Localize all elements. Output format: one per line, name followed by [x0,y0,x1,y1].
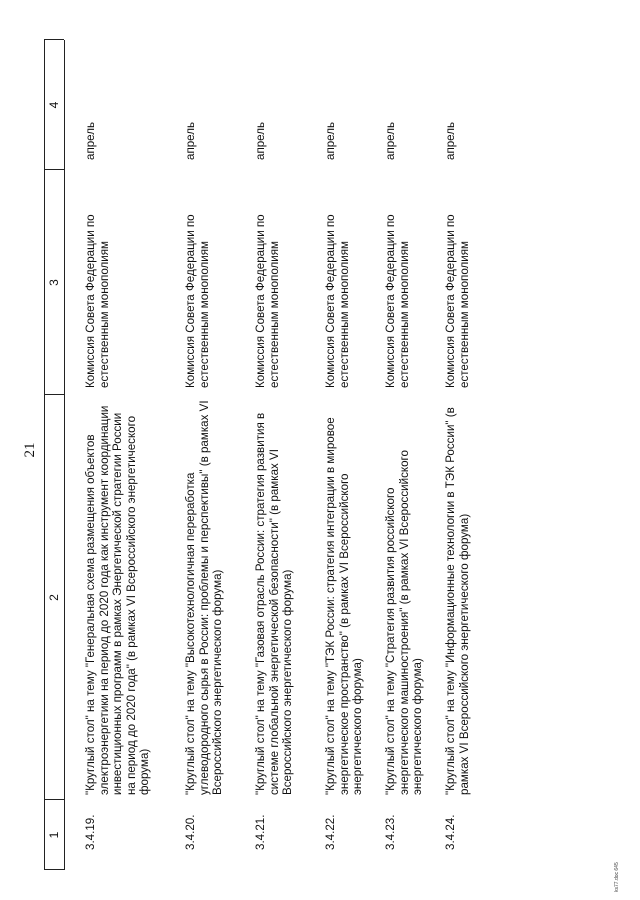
row-id: 3.4.19. [84,814,97,850]
row-date: апрель [254,121,267,160]
row-date: апрель [184,121,197,160]
column-number: 2 [47,594,61,601]
row-responsible: Комиссия Совета Федерации по естественным монополиям [84,214,111,388]
row-event: "Круглый стол" на тему "Генеральная схема размещения объектов электроэнергетики на период до 2020 года как инструмент координации инвестиционных программ в рамках Энергетической стратегии России на период до 2020 года" (в рамках VI Всероссийского энергетического форума) [84,405,151,795]
row-event: "Круглый стол" на тему "Высокотехнологичная переработка углеводородного сырья в России: проблемы и перспективы" (в рамках VI Всероссийского энергетического форума) [184,400,224,795]
row-id: 3.4.21. [254,814,267,850]
row-responsible: Комиссия Совета Федерации по естественным монополиям [254,214,281,388]
file-mark: ks77.doc 645 [614,862,620,892]
row-date: апрель [384,121,397,160]
row-responsible: Комиссия Совета Федерации по естественным монополиям [384,214,411,388]
row-responsible: Комиссия Совета Федерации по естественным монополиям [324,214,351,388]
row-responsible: Комиссия Совета Федерации по естественным монополиям [444,214,471,388]
row-event: "Круглый стол" на тему "Стратегия развития российского энергетического машиностроения" (в рамках VI Всероссийского энергетического форума) [384,450,424,795]
page-number: 21 [21,442,38,458]
row-id: 3.4.20. [184,814,197,850]
table-header-rule [64,40,65,870]
row-date: апрель [324,121,337,160]
column-number: 3 [47,279,61,286]
row-event: "Круглый стол" на тему "ТЭК России: стратегия интеграции в мировое энергетическое пространство" (в рамках VI Всероссийского энергетического форума) [324,417,364,795]
row-event: "Круглый стол" на тему "Газовая отрасль России: стратегия развития в системе глобальной энергетической безопасности" (в рамках VI Всероссийского энергетического форума) [254,412,294,795]
row-date: апрель [444,121,457,160]
row-id: 3.4.24. [444,814,457,850]
row-responsible: Комиссия Совета Федерации по естественным монополиям [184,214,211,388]
row-event: "Круглый стол" на тему "Информационные технологии в ТЭК России" (в рамках VI Всероссийского энергетического форума) [444,407,471,795]
column-number: 1 [47,831,61,839]
row-date: апрель [84,121,97,160]
row-id: 3.4.23. [384,814,397,850]
row-id: 3.4.22. [324,814,337,850]
column-number: 4 [47,101,61,109]
